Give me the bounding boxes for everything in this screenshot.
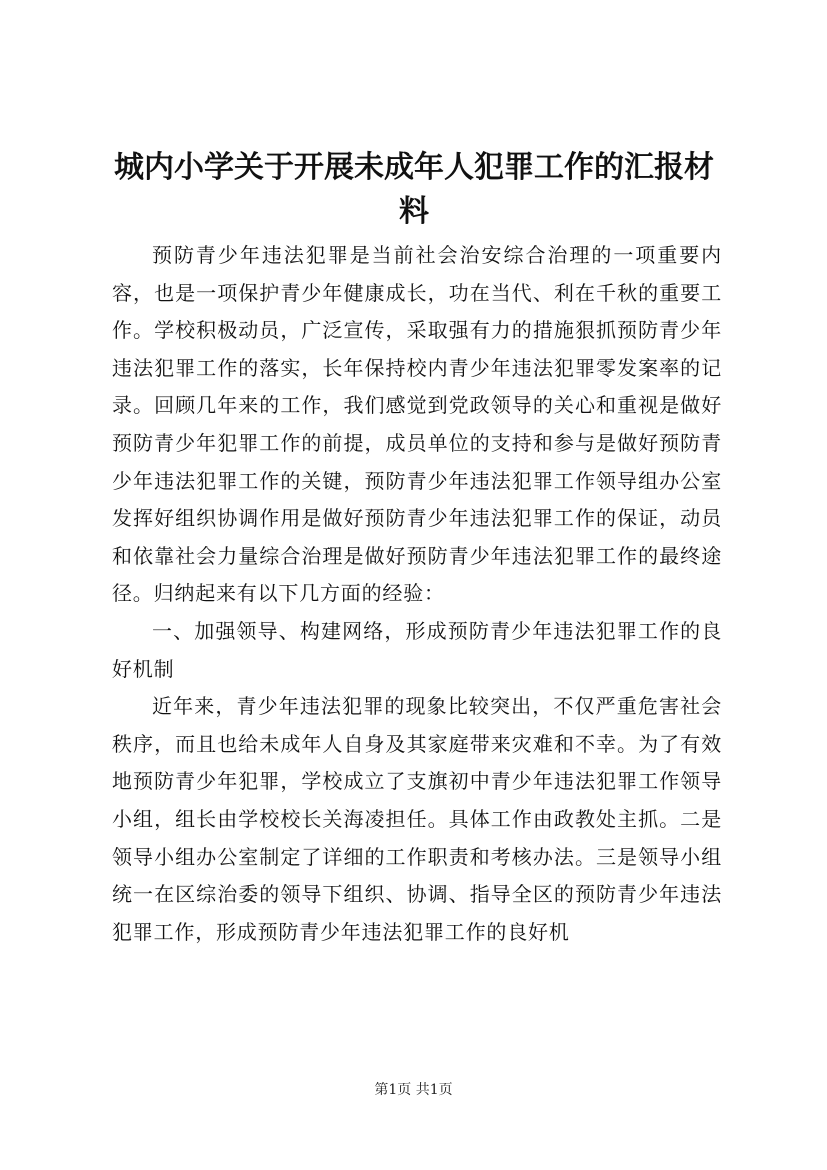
section-heading-1: 一、加强领导、构建网络，形成预防青少年违法犯罪工作的良好机制: [112, 618, 722, 681]
document-title: 城内小学关于开展未成年人犯罪工作的汇报材料: [114, 150, 714, 229]
paragraph-intro: 预防青少年违法犯罪是当前社会治安综合治理的一项重要内容，也是一项保护青少年健康成长，功在当代、利在千秋的重要工作。学校积极动员，广泛宣传，采取强有力的措施狠抓预防青少年违法犯罪工作的落实，长年保持校内青少年违法犯罪零发案率的记录。回顾几年来的工作，我们感觉到党政领导的关心和重视是做好预防青少年犯罪工作的前提，成员单位的支持和参与是做好预防青少年违法犯罪工作的关键，预防青少年违法犯罪工作领导组办公室发挥好组织协调作用是做好预防青少年违法犯罪工作的保证，动员和依靠社会力量综合治理是做好预防青少年违法犯罪工作的最终途径。归纳起来有以下几方面的经验：: [112, 243, 722, 606]
page-number-footer: 第1页 共1页: [374, 1082, 453, 1098]
paragraph-section-1: 近年来，青少年违法犯罪的现象比较突出，不仅严重危害社会秩序，而且也给未成年人自身及其家庭带来灾难和不幸。为了有效地预防青少年犯罪，学校成立了支旗初中青少年违法犯罪工作领导小组，组长由学校校长关海凌担任。具体工作由政教处主抓。二是领导小组办公室制定了详细的工作职责和考核办法。三是领导小组统一在区综治委的领导下组织、协调、指导全区的预防青少年违法犯罪工作，形成预防青少年违法犯罪工作的良好机: [112, 694, 722, 944]
document-body: [112, 237, 722, 951]
